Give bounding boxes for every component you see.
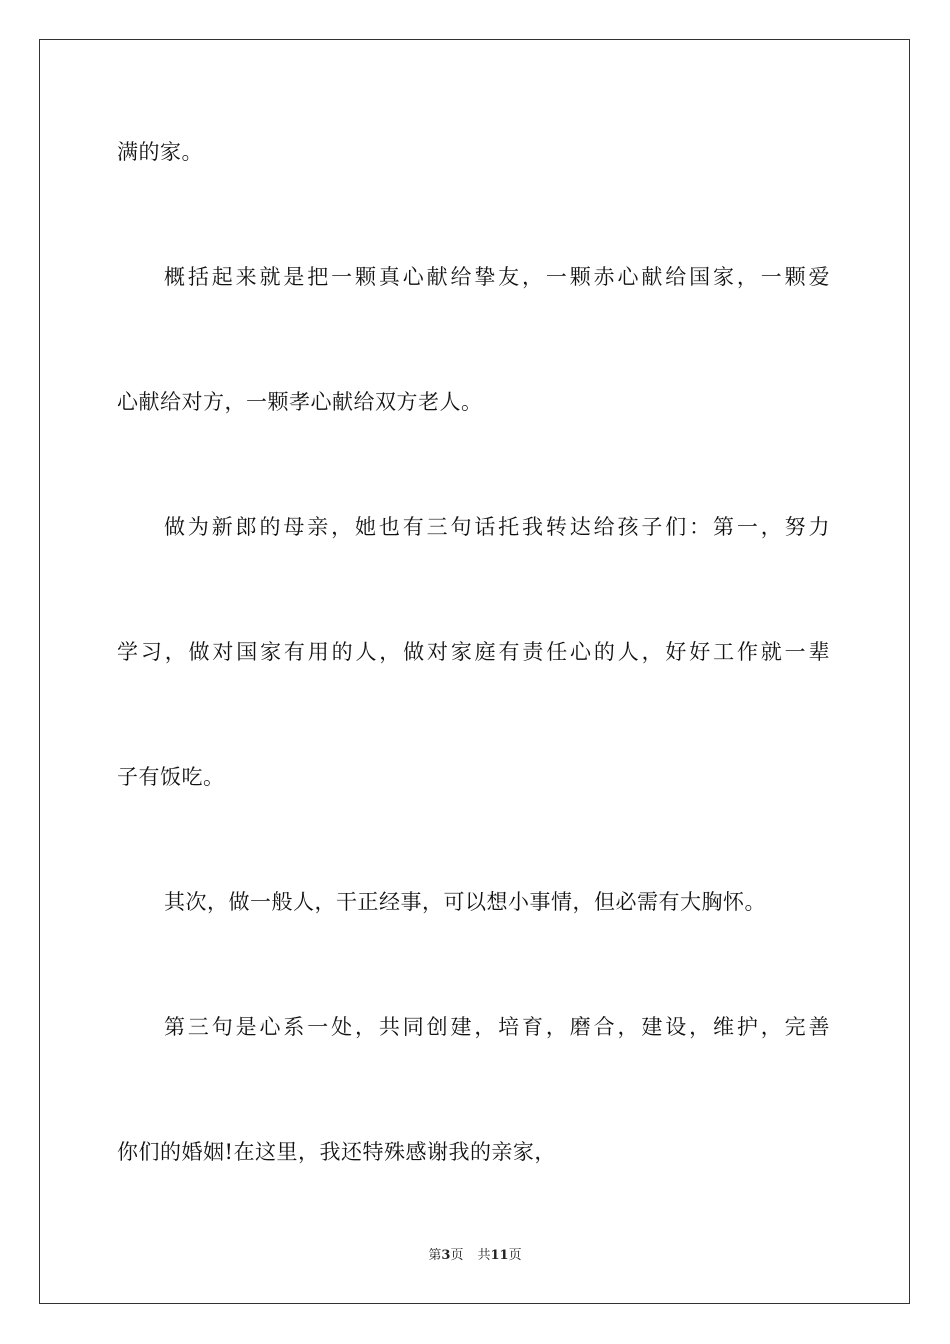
text-line-9: 你们的婚姻!在这里，我还特殊感谢我的亲家， [117,1140,556,1164]
text-line-6: 子有饭吃。 [117,765,225,789]
page-footer [0,1248,950,1264]
text-line-8: 第三句是心系一处，共同创建，培育，磨合，建设，维护，完善 [164,1015,830,1039]
footer-page-prefix: 第 [428,1248,442,1263]
text-line-5: 学习，做对国家有用的人，做对家庭有责任心的人，好好工作就一辈 [117,640,830,664]
text-line-2: 概括起来就是把一颗真心献给挚友，一颗赤心献给国家，一颗爱 [164,265,830,289]
footer-total-pages: 11 [490,1248,509,1263]
page-border [39,39,910,1304]
text-line-4: 做为新郎的母亲，她也有三句话托我转达给孩子们：第一，努力 [164,515,830,539]
text-line-1: 满的家。 [117,140,203,164]
footer-page-suffix: 页 [450,1248,464,1263]
text-line-7: 其次，做一般人，干正经事，可以想小事情，但必需有大胸怀。 [164,890,766,914]
footer-total-prefix: 共 [477,1248,491,1263]
text-line-3: 心献给对方，一颗孝心献给双方老人。 [117,390,483,414]
footer-total-suffix: 页 [508,1248,522,1263]
footer-current-page: 3 [441,1248,451,1263]
